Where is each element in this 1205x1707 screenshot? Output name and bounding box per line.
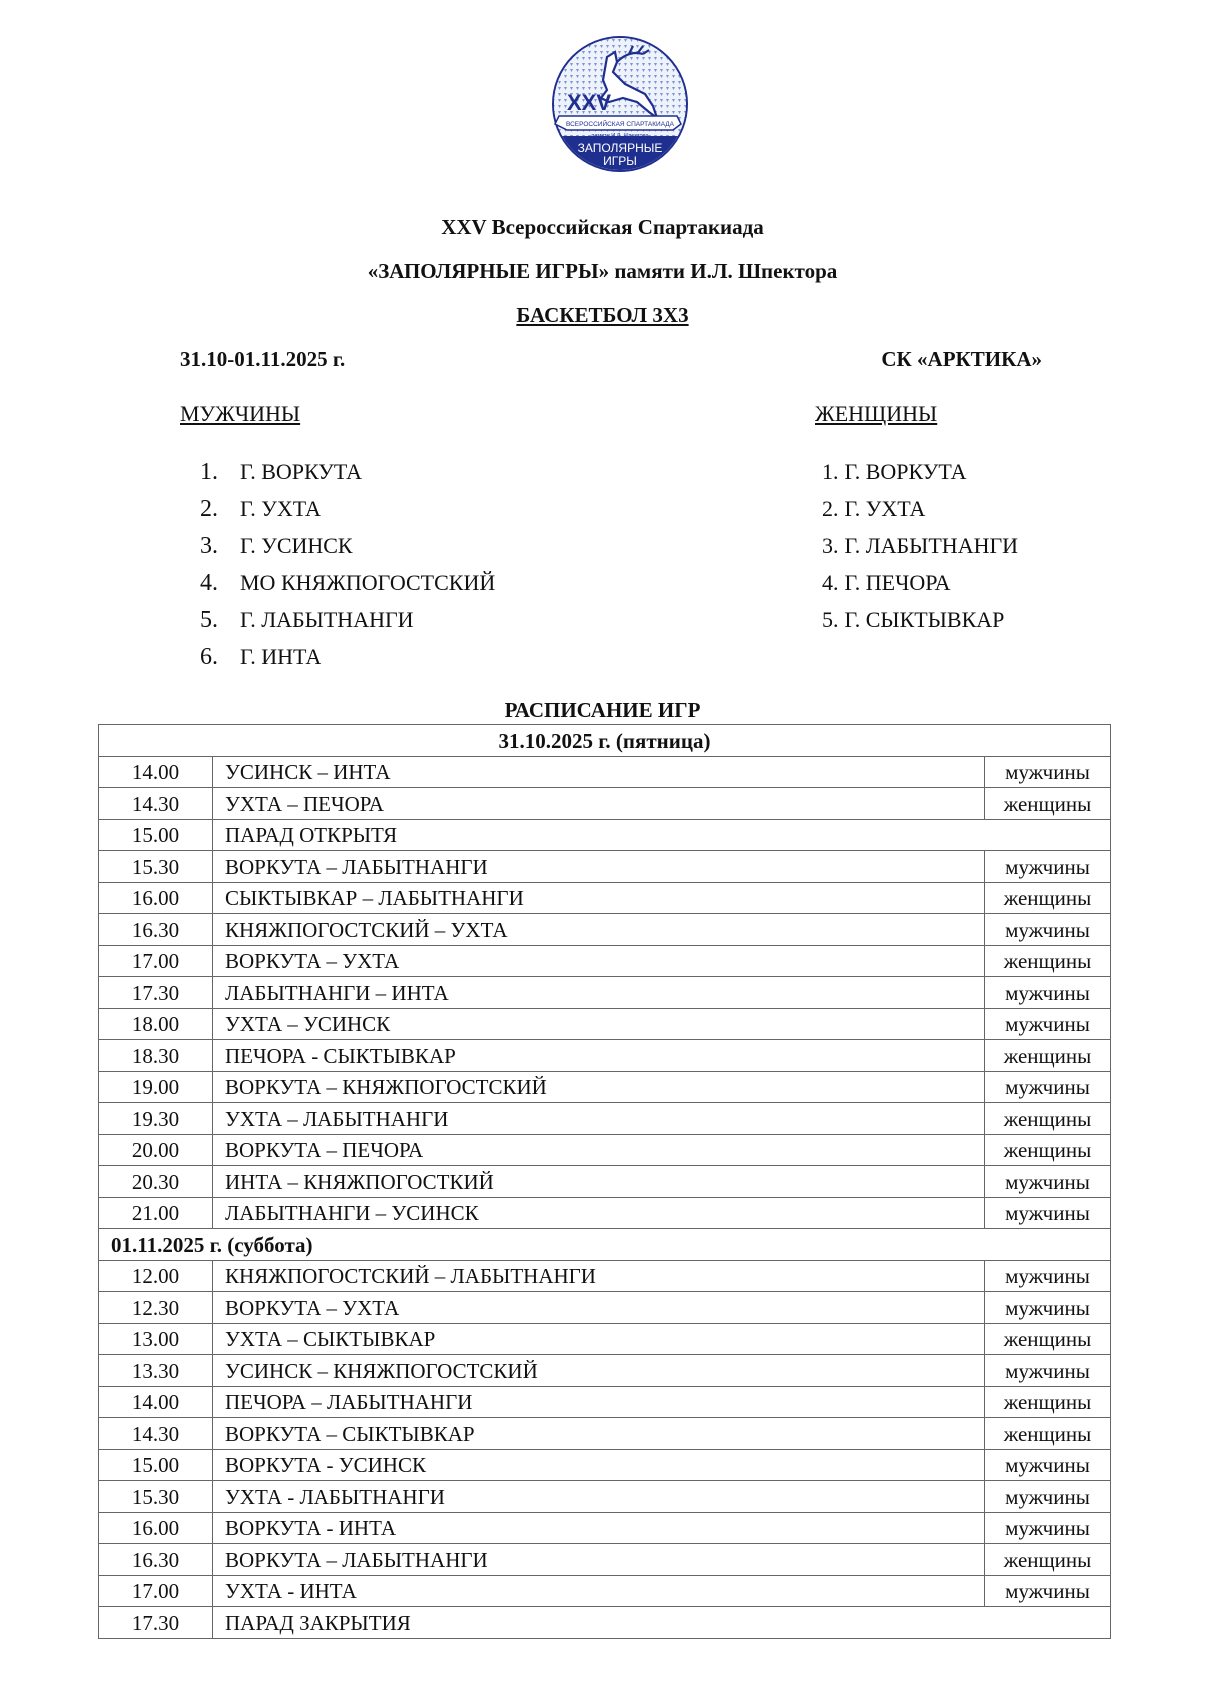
men-teams-title: МУЖЧИНЫ xyxy=(180,401,301,426)
table-row xyxy=(99,1544,1111,1576)
game-time: 12.30 xyxy=(99,1292,213,1324)
game-category: мужчины xyxy=(985,1008,1111,1040)
table-row xyxy=(99,977,1111,1009)
table-row xyxy=(99,819,1111,851)
svg-text:ВСЕРОССИЙСКАЯ СПАРТАКИАДА: ВСЕРОССИЙСКАЯ СПАРТАКИАДА xyxy=(565,121,675,128)
game-category: женщины xyxy=(985,1103,1111,1135)
event-dates: 31.10-01.11.2025 г. xyxy=(180,347,346,371)
game-category: мужчины xyxy=(985,1071,1111,1103)
game-time: 20.00 xyxy=(99,1134,213,1166)
svg-text:ЗАПОЛЯРНЫЕ: ЗАПОЛЯРНЫЕ xyxy=(577,141,663,155)
game-category: мужчины xyxy=(985,756,1111,788)
game-time: 18.30 xyxy=(99,1040,213,1072)
table-row xyxy=(99,1103,1111,1135)
schedule-table xyxy=(98,724,1111,1639)
game-category: женщины xyxy=(985,1040,1111,1072)
table-row xyxy=(99,1355,1111,1387)
table-row xyxy=(99,945,1111,977)
event-logo xyxy=(545,32,695,182)
table-row xyxy=(99,914,1111,946)
game-category: женщины xyxy=(985,945,1111,977)
game-category: мужчины xyxy=(985,851,1111,883)
game-match: ВОРКУТА – СЫКТЫВКАР xyxy=(213,1418,985,1450)
table-row xyxy=(99,1512,1111,1544)
table-row xyxy=(99,756,1111,788)
list-item: 3. Г. УСИНСК xyxy=(200,533,353,559)
game-time: 17.00 xyxy=(99,1575,213,1607)
game-match: ВОРКУТА – УХТА xyxy=(213,945,985,977)
women-teams-title: ЖЕНЩИНЫ xyxy=(815,401,938,426)
game-match: ПЕЧОРА – ЛАБЫТНАНГИ xyxy=(213,1386,985,1418)
game-match: УХТА – ПЕЧОРА xyxy=(213,788,985,820)
table-row xyxy=(99,851,1111,883)
table-row xyxy=(99,1166,1111,1198)
game-category: женщины xyxy=(985,1418,1111,1450)
game-time: 16.30 xyxy=(99,914,213,946)
game-match: УСИНСК – КНЯЖПОГОСТСКИЙ xyxy=(213,1355,985,1387)
table-row xyxy=(99,1386,1111,1418)
game-time: 17.00 xyxy=(99,945,213,977)
game-time: 20.30 xyxy=(99,1166,213,1198)
game-category: мужчины xyxy=(985,1575,1111,1607)
list-item: 2. Г. УХТА xyxy=(822,496,926,521)
men-teams-list xyxy=(200,453,495,675)
sport-title: БАСКЕТБОЛ 3Х3 xyxy=(516,303,689,327)
day-header: 01.11.2025 г. (суббота) xyxy=(99,1229,1111,1261)
list-item: 4. Г. ПЕЧОРА xyxy=(822,570,951,595)
game-category: женщины xyxy=(985,882,1111,914)
game-time: 15.00 xyxy=(99,819,213,851)
game-match: ВОРКУТА - ИНТА xyxy=(213,1512,985,1544)
game-match: УХТА – СЫКТЫВКАР xyxy=(213,1323,985,1355)
game-category: мужчины xyxy=(985,1166,1111,1198)
game-match: ВОРКУТА – ЛАБЫТНАНГИ xyxy=(213,1544,985,1576)
svg-text:XXV: XXV xyxy=(567,90,612,115)
game-time: 19.00 xyxy=(99,1071,213,1103)
list-item: 4. МО КНЯЖПОГОСТСКИЙ xyxy=(200,570,496,596)
game-time: 15.00 xyxy=(99,1449,213,1481)
table-row xyxy=(99,788,1111,820)
table-row xyxy=(99,1040,1111,1072)
day-header-row xyxy=(99,725,1111,757)
game-match: ВОРКУТА – УХТА xyxy=(213,1292,985,1324)
list-item: 3. Г. ЛАБЫТНАНГИ xyxy=(822,533,1019,558)
table-row xyxy=(99,1197,1111,1229)
game-time: 14.30 xyxy=(99,1418,213,1450)
table-row xyxy=(99,1008,1111,1040)
event-title: XXV Всероссийская Спартакиада xyxy=(441,215,764,239)
game-time: 16.30 xyxy=(99,1544,213,1576)
game-match: ВОРКУТА - УСИНСК xyxy=(213,1449,985,1481)
game-category: женщины xyxy=(985,1386,1111,1418)
game-category: женщины xyxy=(985,788,1111,820)
table-row xyxy=(99,1071,1111,1103)
game-time: 16.00 xyxy=(99,882,213,914)
game-match: ЛАБЫТНАНГИ – УСИНСК xyxy=(213,1197,985,1229)
game-category: женщины xyxy=(985,1544,1111,1576)
schedule-title: РАСПИСАНИЕ ИГР xyxy=(504,698,701,722)
game-category: мужчины xyxy=(985,1449,1111,1481)
game-match: ПАРАД ОТКРЫТЯ xyxy=(213,819,1111,851)
game-category: мужчины xyxy=(985,1355,1111,1387)
table-row xyxy=(99,1607,1111,1639)
table-row xyxy=(99,1418,1111,1450)
table-row xyxy=(99,1260,1111,1292)
game-category: мужчины xyxy=(985,914,1111,946)
game-match: ВОРКУТА – ЛАБЫТНАНГИ xyxy=(213,851,985,883)
list-item: 5. Г. СЫКТЫВКАР xyxy=(822,607,1005,632)
table-row xyxy=(99,1323,1111,1355)
list-item: 2. Г. УХТА xyxy=(200,496,321,522)
game-match: КНЯЖПОГОСТСКИЙ – УХТА xyxy=(213,914,985,946)
day-header: 31.10.2025 г. (пятница) xyxy=(99,725,1111,757)
game-time: 14.00 xyxy=(99,1386,213,1418)
game-match: УХТА – УСИНСК xyxy=(213,1008,985,1040)
zapolyarnye-igry-logo-icon xyxy=(545,32,695,182)
game-match: ПАРАД ЗАКРЫТИЯ xyxy=(213,1607,1111,1639)
game-match: ВОРКУТА – КНЯЖПОГОСТСКИЙ xyxy=(213,1071,985,1103)
game-category: мужчины xyxy=(985,1292,1111,1324)
game-time: 17.30 xyxy=(99,1607,213,1639)
event-venue: СК «АРКТИКА» xyxy=(881,347,1042,371)
game-match: ВОРКУТА – ПЕЧОРА xyxy=(213,1134,985,1166)
game-match: ИНТА – КНЯЖПОГОСТКИЙ xyxy=(213,1166,985,1198)
table-row xyxy=(99,1575,1111,1607)
game-match: ЛАБЫТНАНГИ – ИНТА xyxy=(213,977,985,1009)
game-category: мужчины xyxy=(985,977,1111,1009)
game-time: 17.30 xyxy=(99,977,213,1009)
game-match: УХТА – ЛАБЫТНАНГИ xyxy=(213,1103,985,1135)
table-row xyxy=(99,1481,1111,1513)
game-time: 15.30 xyxy=(99,1481,213,1513)
game-time: 19.30 xyxy=(99,1103,213,1135)
game-time: 16.00 xyxy=(99,1512,213,1544)
svg-text:ИГРЫ: ИГРЫ xyxy=(603,154,637,168)
list-item: 1. Г. ВОРКУТА xyxy=(200,459,363,485)
table-row xyxy=(99,1449,1111,1481)
game-category: женщины xyxy=(985,1134,1111,1166)
day-header-row xyxy=(99,1229,1111,1261)
table-row xyxy=(99,882,1111,914)
game-category: мужчины xyxy=(985,1481,1111,1513)
game-match: КНЯЖПОГОСТСКИЙ – ЛАБЫТНАНГИ xyxy=(213,1260,985,1292)
women-teams-list xyxy=(822,453,1018,638)
game-category: мужчины xyxy=(985,1197,1111,1229)
game-time: 15.30 xyxy=(99,851,213,883)
table-row xyxy=(99,1134,1111,1166)
game-time: 14.30 xyxy=(99,788,213,820)
list-item: 5. Г. ЛАБЫТНАНГИ xyxy=(200,607,414,633)
game-time: 14.00 xyxy=(99,756,213,788)
game-time: 21.00 xyxy=(99,1197,213,1229)
game-category: мужчины xyxy=(985,1260,1111,1292)
svg-text:памяти И.Л. Шпектора: памяти И.Л. Шпектора xyxy=(591,133,649,139)
game-match: СЫКТЫВКАР – ЛАБЫТНАНГИ xyxy=(213,882,985,914)
event-subtitle: «ЗАПОЛЯРНЫЕ ИГРЫ» памяти И.Л. Шпектора xyxy=(367,259,838,283)
game-match: ПЕЧОРА - СЫКТЫВКАР xyxy=(213,1040,985,1072)
list-item: 6. Г. ИНТА xyxy=(200,644,322,670)
game-time: 13.00 xyxy=(99,1323,213,1355)
game-time: 18.00 xyxy=(99,1008,213,1040)
game-match: УХТА - ЛАБЫТНАНГИ xyxy=(213,1481,985,1513)
game-time: 12.00 xyxy=(99,1260,213,1292)
game-time: 13.30 xyxy=(99,1355,213,1387)
table-row xyxy=(99,1292,1111,1324)
game-category: женщины xyxy=(985,1323,1111,1355)
list-item: 1. Г. ВОРКУТА xyxy=(822,459,967,484)
game-category: мужчины xyxy=(985,1512,1111,1544)
game-match: УХТА - ИНТА xyxy=(213,1575,985,1607)
game-match: УСИНСК – ИНТА xyxy=(213,756,985,788)
